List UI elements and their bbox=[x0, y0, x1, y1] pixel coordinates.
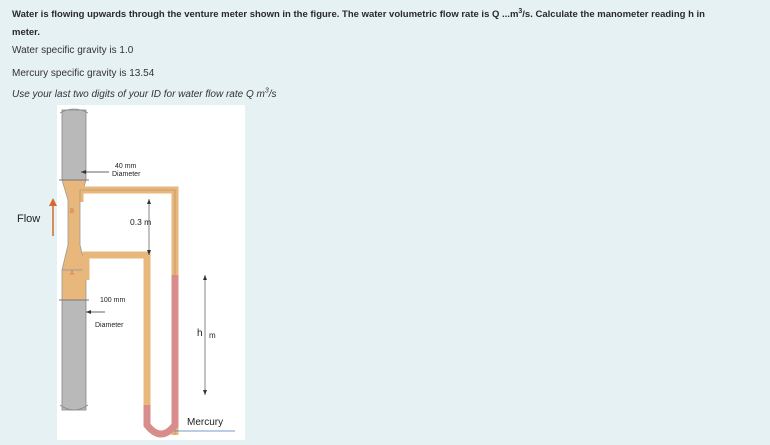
question-line-1 bbox=[12, 9, 705, 20]
mercury-label: Mercury bbox=[187, 417, 224, 428]
id-note-end: /s bbox=[268, 89, 277, 100]
tube-from-a bbox=[86, 255, 147, 405]
question-line-2: meter. bbox=[12, 27, 40, 38]
flow-label: Flow bbox=[17, 213, 41, 225]
pipe-top bbox=[62, 110, 86, 180]
pipe-bottom bbox=[62, 300, 86, 410]
length-label: 0.3 m bbox=[130, 217, 152, 227]
venturi-figure bbox=[57, 105, 245, 440]
inlet-diameter-value: 100 mm bbox=[100, 297, 126, 304]
water-specific-gravity: Water specific gravity is 1.0 bbox=[12, 45, 134, 56]
point-a: A bbox=[70, 271, 75, 277]
throat-diameter-value: 40 mm bbox=[115, 163, 137, 170]
question-text: Water is flowing upwards through the venture meter shown in the figure. The water volumetric flow rate is Q ...m bbox=[12, 9, 519, 20]
question-text-end: /s. Calculate the manometer reading h in bbox=[522, 9, 705, 20]
mercury-specific-gravity: Mercury specific gravity is 13.54 bbox=[12, 68, 155, 79]
mercury-u-tube bbox=[147, 275, 175, 434]
superscript-3: 3 bbox=[518, 7, 523, 15]
superscript-3: 3 bbox=[264, 87, 269, 95]
h-label: h bbox=[197, 328, 203, 339]
flow-arrow-icon bbox=[49, 198, 57, 238]
h-unit: m bbox=[209, 331, 216, 340]
point-b: B bbox=[70, 209, 75, 215]
tube-from-b bbox=[80, 190, 175, 435]
throat-diameter-word: Diameter bbox=[112, 171, 141, 178]
id-note bbox=[12, 89, 277, 100]
venturi-diagram bbox=[57, 105, 245, 440]
id-note-text: Use your last two digits of your ID for water flow rate Q m bbox=[12, 89, 265, 100]
inlet-diameter-word: Diameter bbox=[95, 322, 124, 329]
